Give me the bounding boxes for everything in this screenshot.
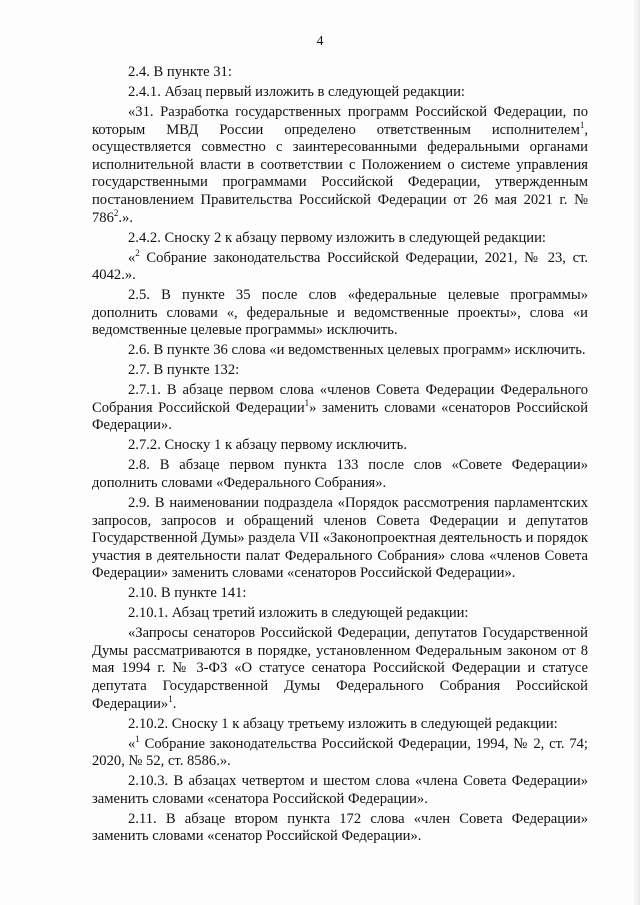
paragraph-text: Собрание законодательства Российской Федерации, 2021, № 23, ст. 4042.».: [92, 249, 588, 284]
paragraph: [92, 811, 588, 846]
footnote-marker: 1: [135, 733, 140, 744]
paragraph: [92, 64, 588, 82]
paragraph: [92, 773, 588, 808]
paragraph: [92, 287, 588, 340]
paragraph-text: .».: [118, 209, 133, 226]
paragraph: [92, 247, 588, 285]
paragraph: [92, 437, 588, 455]
paragraph-text: .: [172, 695, 177, 712]
paragraph-text: «: [128, 735, 136, 752]
page-number: 4: [316, 34, 324, 49]
paragraph: [92, 605, 588, 623]
paragraph-text: 2.4.1. Абзац первый изложить в следующей редакции:: [128, 83, 465, 100]
paragraph: [92, 382, 588, 435]
paragraph: [92, 457, 588, 492]
paragraph-text: 2.5. В пункте 35 после слов «федеральные целевые программы» дополнить словами «, федеральные и ведомственные проекты», слова «и ведомственные целевые программы» исключить.: [92, 287, 588, 339]
paragraph: [92, 104, 588, 227]
paragraph-text: «: [128, 249, 136, 266]
paragraph: [92, 716, 588, 734]
paragraph: [92, 625, 588, 713]
paragraph-text: 2.9. В наименовании подраздела «Порядок рассмотрения парламентских запросов, запросов и обращений членов Совета Федерации и депутатов Государственной Думы» раздела VII «Законопроектная деятельность и порядок участия в деятельности палат Федерального Собрания» слова «членов Совета Федерации» заменить словами «сенаторов Российской Федерации».: [92, 494, 588, 582]
paragraph: [92, 495, 588, 583]
paragraph-text: 2.8. В абзаце первом пункта 133 после слов «Совете Федерации» дополнить словами «Федерального Собрания».: [92, 457, 588, 491]
paragraph: [92, 733, 588, 771]
paragraph-text: «31. Разработка государственных программ Российской Федерации, по которым МВД России определено ответственным исполнителем: [92, 103, 588, 138]
paragraph-text: 2.4. В пункте 31:: [128, 64, 232, 80]
scan-edge-shadow: [632, 0, 640, 905]
paragraph-text: 2.7.2. Сноску 1 к абзацу первому исключить.: [128, 437, 407, 454]
paragraph-text: , осуществляется совместно с заинтересованными федеральными органами исполнительной власти в соответствии с Положением о системе управления государственными программами Российской Федерации, утвержденным постановлением Правительства Российской Федерации от 26 мая 2021 г. № 786: [92, 121, 588, 226]
paragraph-text: 2.11. В абзаце втором пункта 172 слова «член Совета Федерации» заменить словами «сенатор Российской Федерации».: [92, 810, 588, 845]
paragraph-text: 2.10.2. Сноску 1 к абзацу третьему изложить в следующей редакции:: [128, 715, 558, 732]
footnote-marker: 1: [579, 119, 585, 130]
paragraph-text: «Запросы сенаторов Российской Федерации, депутатов Государственной Думы рассматриваются в порядке, установленном Федеральным законом от 8 мая 1994 г. № 3-ФЗ «О статусе сенатора Российской Федерации и статусе депутата Государственной Думы Федерального Собрания Российской Федерации»: [92, 625, 588, 712]
footnote-marker: 1: [304, 397, 310, 408]
paragraph: [92, 585, 588, 603]
paragraph-text: 2.10.1. Абзац третий изложить в следующей редакции:: [128, 605, 469, 622]
paragraph-text: 2.10.3. В абзацах четвертом и шестом слова «члена Совета Федерации» заменить словами «сенатора Российской Федерации».: [92, 773, 588, 807]
paragraph: [92, 230, 588, 248]
paragraph-text: Собрание законодательства Российской Федерации, 1994, № 2, ст. 74; 2020, № 52, ст. 8586.».: [92, 735, 588, 770]
paragraph-text: 2.7. В пункте 132:: [128, 362, 240, 379]
paragraph: [92, 362, 588, 380]
footnote-marker: 2: [113, 207, 119, 218]
document-body: [92, 64, 588, 848]
paragraph-text: 2.4.2. Сноску 2 к абзацу первому изложить в следующей редакции:: [128, 229, 546, 246]
paragraph-text: » заменить словами «сенаторов Российской Федерации».: [92, 399, 588, 434]
paragraph-text: 2.6. В пункте 36 слова «и ведомственных целевых программ» исключить.: [128, 342, 586, 359]
paragraph: [92, 84, 588, 102]
footnote-marker: 1: [168, 693, 173, 704]
paragraph-text: 2.10. В пункте 141:: [128, 585, 247, 602]
paragraph: [92, 342, 588, 360]
paragraph-text: 2.7.1. В абзаце первом слова «членов Совета Федерации Федерального Собрания Российской Федерации: [92, 382, 588, 416]
footnote-marker: 2: [135, 247, 140, 258]
